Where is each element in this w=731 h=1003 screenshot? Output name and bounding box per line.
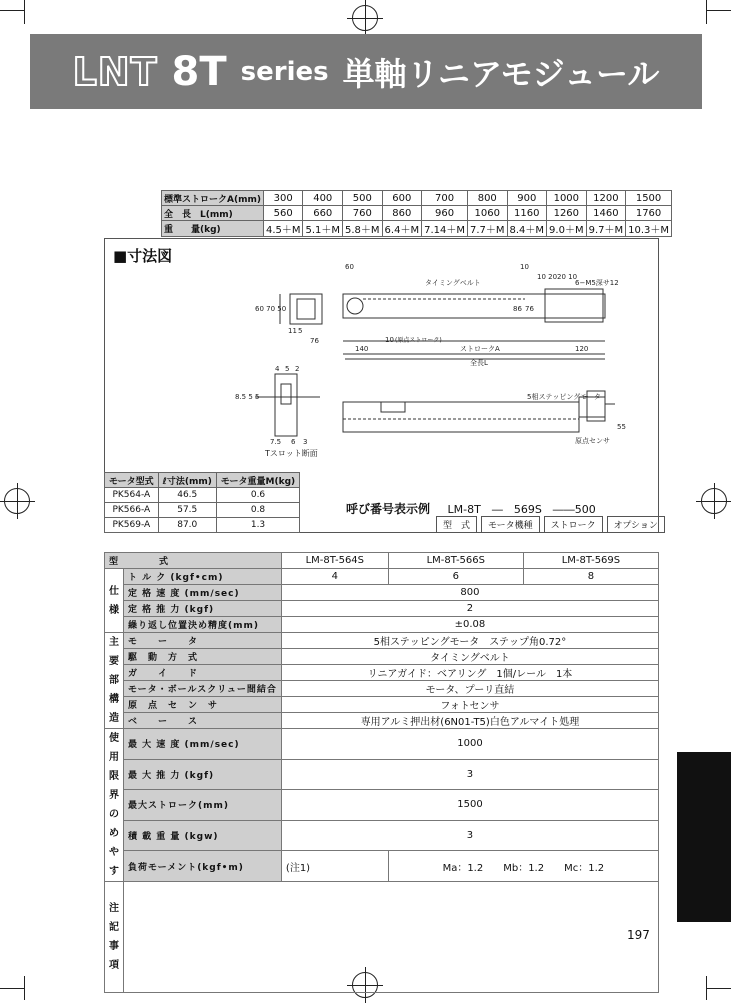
table-cell: 6.4＋M (382, 221, 422, 237)
table-cell: 1500 (626, 191, 672, 206)
crop-mark (24, 976, 25, 1000)
table-cell: 5.1＋M (303, 221, 343, 237)
dim-2: 2 (295, 365, 300, 373)
dim-8555: 8.5 5 5 (235, 393, 260, 401)
product-title: 単軸リニアモジュール (342, 54, 660, 93)
spec-value: 4 (281, 569, 388, 585)
table-cell: 760 (343, 206, 383, 221)
dimension-title: ■寸法図 (113, 247, 173, 265)
dim-75: 7.5 (270, 438, 282, 446)
spec-item: 駆 動 方 式 (124, 649, 282, 665)
model-header: 型 式 (105, 553, 282, 569)
table-cell: 10.3＋M (626, 221, 672, 237)
spec-value: タイミングベルト (281, 649, 658, 665)
model-name-cell: LM-8T-569S (523, 553, 658, 569)
table-cell: 860 (382, 206, 422, 221)
spec-item: 積 載 重 量 (kgw) (124, 820, 282, 851)
spec-item: モ ー タ (124, 633, 282, 649)
spec-item: 最大ストローク(mm) (124, 790, 282, 821)
registration-mark-icon (701, 488, 727, 514)
table-cell: 1760 (626, 206, 672, 221)
table-row (105, 503, 300, 518)
table-cell: 1260 (547, 206, 587, 221)
table-row (105, 601, 659, 617)
spec-value: 3 (281, 759, 658, 790)
table-cell: 57.5 (158, 503, 216, 518)
dim-11: 11 (288, 327, 297, 335)
tslot-section-shape (275, 374, 297, 436)
table-cell: 0.8 (216, 503, 299, 518)
side-tab (677, 752, 731, 922)
bolt-label: 6−M5深サ12 (575, 279, 619, 287)
notes-cell (124, 882, 659, 993)
dim-76: 76 (525, 305, 534, 313)
table-row (105, 518, 300, 533)
spec-item: 最 大 速 度 (mm/sec) (124, 729, 282, 760)
table-header-row (105, 473, 300, 488)
crop-mark (706, 0, 707, 24)
table-row (105, 633, 659, 649)
spec-value: ±0.08 (281, 617, 658, 633)
table-cell: PK569-A (105, 518, 159, 533)
dim-5: 5 (298, 327, 303, 335)
spec-item: 定 格 速 度 (mm/sec) (124, 585, 282, 601)
table-cell: 46.5 (158, 488, 216, 503)
spec-item: 最 大 推 力 (kgf) (124, 759, 282, 790)
table-row (105, 585, 659, 601)
row-header: 全 長 L(mm) (162, 206, 264, 221)
table-cell: 1160 (507, 206, 547, 221)
registration-mark-icon (352, 5, 378, 31)
table-cell: 1.3 (216, 518, 299, 533)
spec-value: 800 (281, 585, 658, 601)
table-cell: PK566-A (105, 503, 159, 518)
table-cell: 900 (507, 191, 547, 206)
table-cell: 1000 (547, 191, 587, 206)
spec-item: 負荷モーメント(kgf•m) (124, 851, 282, 882)
crop-mark (24, 0, 25, 24)
origin-sensor-label: 原点センサ (575, 437, 610, 445)
motor-label: 5相ステッピングモータ (527, 393, 601, 401)
table-cell: 1460 (586, 206, 626, 221)
table-row (105, 820, 659, 851)
notes-row (105, 882, 659, 993)
table-cell: 800 (467, 191, 507, 206)
table-cell: 700 (422, 191, 468, 206)
spec-value: リニアガイド：ベアリング 1個/レール 1本 (281, 665, 658, 681)
table-cell: 500 (343, 191, 383, 206)
spec-value: 2 (281, 601, 658, 617)
order-part: 型 式 (436, 516, 477, 533)
category-label: 使 用 限 界 の め や す (105, 729, 124, 882)
table-row (105, 488, 300, 503)
tslot-label: Tスロット断面 (265, 449, 318, 458)
belt-label: タイミングベルト (425, 279, 481, 287)
order-example-code: LM-8T ― 569S ――500 (447, 503, 596, 516)
dim-76b: 76 (310, 337, 319, 345)
spec-value: 1500 (281, 790, 658, 821)
series-label: series (240, 56, 329, 87)
table-cell: 4.5＋M (263, 221, 303, 237)
row-header: 標準ストロークA(mm) (162, 191, 264, 206)
table-row (105, 697, 659, 713)
stroke-label: ストロークA (460, 345, 500, 353)
dim-side: 60 70 50 (255, 305, 287, 313)
table-cell: 960 (422, 206, 468, 221)
spec-item: ト ル ク (kgf•cm) (124, 569, 282, 585)
table-row (162, 221, 672, 237)
spec-item: 定 格 推 力 (kgf) (124, 601, 282, 617)
order-part: モータ機種 (481, 516, 540, 533)
dim-3: 3 (303, 438, 308, 446)
table-cell: 7.7＋M (467, 221, 507, 237)
dim-86: 86 (513, 305, 522, 313)
spec-value: Ma：1.2 Mb：1.2 Mc：1.2 (388, 851, 658, 882)
order-example-label: 呼び番号表示例 (346, 502, 431, 516)
side-view-shape (343, 402, 579, 432)
table-header-row (105, 553, 659, 569)
table-cell: 560 (263, 206, 303, 221)
dim-120: 120 (575, 345, 589, 353)
order-part: オプション (607, 516, 665, 533)
dim-5b: 5 (285, 365, 290, 373)
order-example (346, 500, 596, 517)
registration-mark-icon (4, 488, 30, 514)
top-view-shape (343, 294, 605, 318)
table-cell: PK564-A (105, 488, 159, 503)
row-header: 重 量(kg) (162, 221, 264, 237)
origin-stroke-label: (原点ストローク) (395, 337, 442, 344)
spec-value: 専用アルミ押出材(6N01-T5)白色アルマイト処理 (281, 713, 658, 729)
table-cell: 1060 (467, 206, 507, 221)
table-row (105, 617, 659, 633)
table-row (105, 649, 659, 665)
dim-10202010: 10 2020 10 (537, 273, 578, 281)
dim-10a: 10 (520, 263, 529, 271)
table-cell: 9.0＋M (547, 221, 587, 237)
dim-10b: 10 (385, 336, 394, 344)
table-cell: 600 (382, 191, 422, 206)
table-cell: 5.8＋M (343, 221, 383, 237)
category-label: 仕 様 (105, 569, 124, 633)
model-name-cell: LM-8T-564S (281, 553, 388, 569)
title-banner (30, 34, 702, 109)
table-cell: 0.6 (216, 488, 299, 503)
table-cell: 400 (303, 191, 343, 206)
dim-6: 6 (291, 438, 296, 446)
category-label: 注 記 事 項 (105, 882, 124, 993)
table-cell: 660 (303, 206, 343, 221)
page-number: 197 (627, 928, 650, 942)
order-part: ストローク (544, 516, 603, 533)
table-row (162, 206, 672, 221)
stroke-table (161, 190, 672, 237)
table-cell: 9.7＋M (586, 221, 626, 237)
table-cell: 300 (263, 191, 303, 206)
table-cell: 87.0 (158, 518, 216, 533)
category-label: 主 要 部 構 造 (105, 633, 124, 729)
table-row (105, 681, 659, 697)
spec-item: 原 点 セ ン サ (124, 697, 282, 713)
table-cell: 8.4＋M (507, 221, 547, 237)
table-row (162, 191, 672, 206)
table-row (105, 569, 659, 585)
dim-4: 4 (275, 365, 280, 373)
spec-value: 3 (281, 820, 658, 851)
table-row (105, 851, 659, 882)
dim-60: 60 (345, 263, 354, 271)
brand-logo: LNT (72, 49, 158, 94)
dim-140: 140 (355, 345, 369, 353)
spec-note: (注1) (281, 851, 388, 882)
table-row (105, 729, 659, 760)
model-name-cell: LM-8T-566S (388, 553, 523, 569)
table-row (105, 665, 659, 681)
spec-table (104, 552, 659, 993)
dim-55: 55 (617, 423, 626, 431)
table-row (105, 759, 659, 790)
spec-value: 8 (523, 569, 658, 585)
table-cell: 1200 (586, 191, 626, 206)
table-cell: 7.14＋M (422, 221, 468, 237)
spec-value: 5相ステッピングモータ ステップ角0.72° (281, 633, 658, 649)
spec-item: ベ ー ス (124, 713, 282, 729)
spec-value: 6 (388, 569, 523, 585)
crop-mark (707, 10, 731, 11)
spec-value: モータ、プーリ直結 (281, 681, 658, 697)
column-header: ℓ寸法(mm) (158, 473, 216, 488)
spec-item: ガ イ ド (124, 665, 282, 681)
table-row (105, 790, 659, 821)
crop-mark (0, 988, 24, 989)
model-name: 8T (171, 48, 227, 95)
order-parts (436, 516, 665, 533)
spec-item: 繰り返し位置決め精度(mm) (124, 617, 282, 633)
column-header: モータ型式 (105, 473, 159, 488)
spec-item: モータ・ボールスクリュー間結合 (124, 681, 282, 697)
total-length-label: 全長L (470, 359, 488, 367)
crop-mark (0, 10, 24, 11)
crop-mark (706, 976, 707, 1000)
motor-table (104, 472, 300, 533)
table-row (105, 713, 659, 729)
column-header: モータ重量M(kg) (216, 473, 299, 488)
spec-value: 1000 (281, 729, 658, 760)
crop-mark (707, 988, 731, 989)
spec-value: フォトセンサ (281, 697, 658, 713)
